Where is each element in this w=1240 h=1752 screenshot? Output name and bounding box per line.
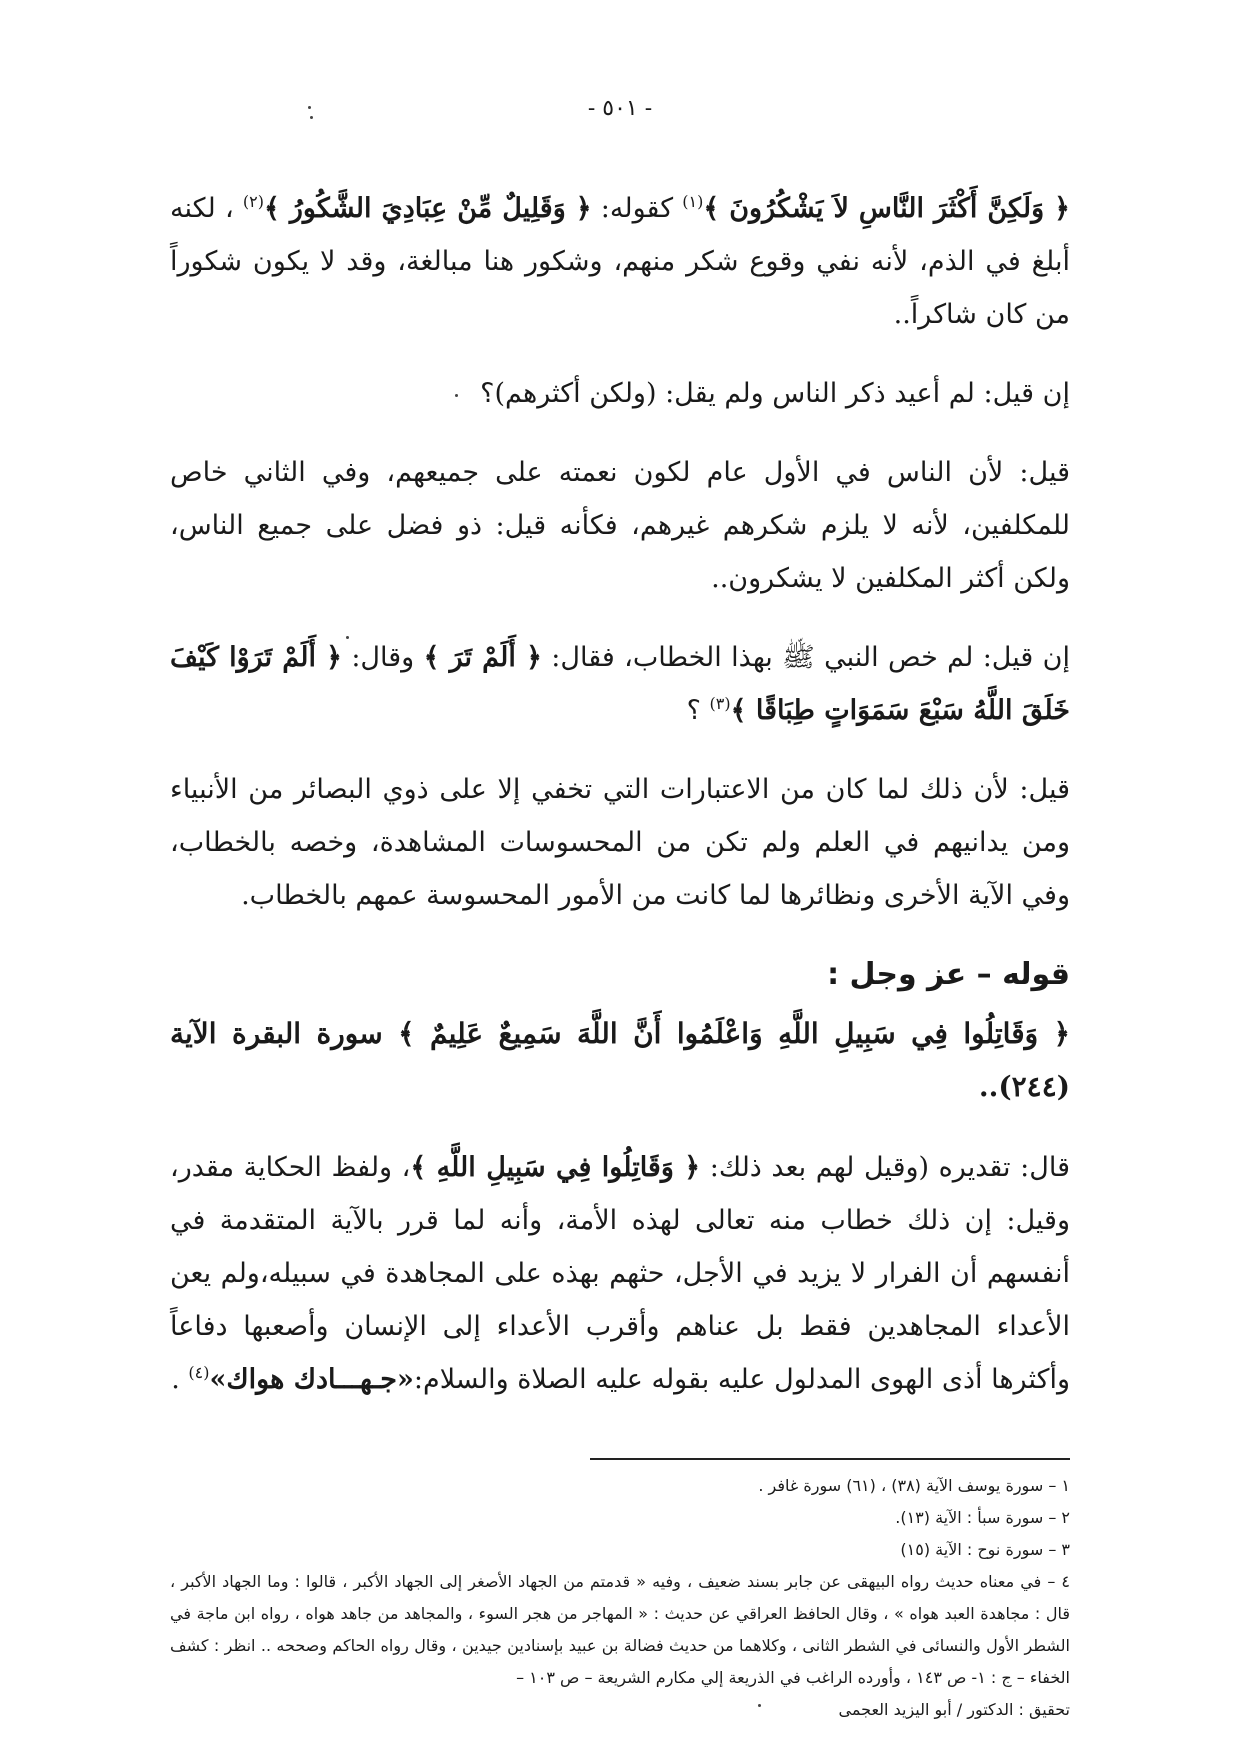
paragraph-1 <box>170 182 1070 341</box>
footnote-ref: (٢) <box>242 192 264 211</box>
paragraph-text: قال: تقديره (وقيل لهم بعد ذلك: <box>700 1152 1070 1183</box>
quran-verse: ﴿ وَقَلِيلٌ مِّنْ عِبَادِيَ الشَّكُورُ ﴾ <box>263 193 592 224</box>
scan-speck <box>346 636 349 639</box>
footnote-credit: تحقيق : الدكتور / أبو اليزيد العجمى <box>838 1700 1070 1719</box>
paragraph-5: قيل: لأن ذلك لما كان من الاعتبارات التي تخفي إلا على ذوي البصائر من الأنبياء ومن يدانيهم في العلم ولم تكن من المحسوسات المشاهدة، وخصه بالخطاب، وفي الآية الأخرى ونظائرها لما كانت من الأمور المحسوسة عمهم بالخطاب. <box>170 774 1070 911</box>
main-text <box>170 182 1070 1406</box>
footnote-3: ٣ – سورة نوح : الآية (١٥) <box>900 1540 1070 1559</box>
paragraph-text: ، لكنه أبلغ في الذم، لأنه نفي وقوع شكر منهم، وشكور هنا مبالغة، وقد لا يكون شكوراً من كان شاكراً.. <box>170 193 1070 330</box>
scan-speck <box>310 116 313 119</box>
quran-verse: ﴿ وَقَاتِلُوا فِي سَبِيلِ اللَّهِ وَاعْلَمُوا أَنَّ اللَّهَ سَمِيعٌ عَلِيمٌ ﴾ <box>398 1017 1070 1050</box>
heading-verse <box>170 1007 1070 1113</box>
scan-speck <box>308 106 311 109</box>
paragraph-2: إن قيل: لم أعيد ذكر الناس ولم يقل: (ولكن أكثرهم)؟ <box>480 378 1070 409</box>
paragraph-text: ؟ <box>686 695 710 726</box>
footnote-ref: (٤) <box>188 1363 210 1382</box>
scan-speck <box>758 1704 761 1707</box>
quran-verse: ﴿ أَلَمْ تَرَ ﴾ <box>423 642 542 673</box>
quran-verse: ﴿ وَقَاتِلُوا فِي سَبِيلِ اللَّهِ ﴾ <box>410 1152 701 1183</box>
verse-reference: سورة البقرة الآية (٢٤٤).. <box>170 1017 1070 1103</box>
hadith-quote: «جـهـــادك هواك» <box>209 1364 414 1395</box>
paragraph-3: قيل: لأن الناس في الأول عام لكون نعمته على جميعهم، وفي الثاني خاص للمكلفين، لأنه لا يلزم شكرهم غيرهم، فكأنه قيل: ذو فضل على جميع الناس، ولكن أكثر المكلفين لا يشكرون.. <box>170 457 1070 594</box>
section-heading: قوله – عز وجل : <box>827 957 1070 992</box>
footnote-4: ٤ – في معناه حديث رواه البيهقى عن جابر بسند ضعيف ، وفيه « قدمتم من الجهاد الأصغر إلى الجهاد الأكبر ، قالوا : وما الجهاد الأكبر ، قال : مجاهدة العبد هواه » ، وقال الحافظ العراقي عن حديث : « المهاجر من هجر السوء ، والمجاهد من جاهد هواه ، رواه ابن ماجة في الشطر الأول والنسائى في الشطر الثانى ، وكلاهما من حديث فضالة بن عبيد بإسنادين جيدين ، وقال رواه الحاكم وصححه .. انظر : كشف الخفاء – ج : ١- ص ١٤٣ ، وأورده الراغب في الذريعة إلي مكارم الشريعة – ص ١٠٣ – <box>170 1572 1070 1687</box>
footnote-2: ٢ – سورة سبأ : الآية (١٣). <box>895 1508 1070 1527</box>
paragraph-text: إن قيل: لم خص النبي ﷺ بهذا الخطاب، فقال: <box>541 642 1070 673</box>
paragraph-4 <box>170 631 1070 737</box>
paragraph-text: وقال: <box>341 642 424 673</box>
paragraph-6 <box>170 1141 1070 1406</box>
scan-speck <box>455 394 458 397</box>
footnote-ref: (٣) <box>709 694 731 713</box>
footnote-ref: (١) <box>682 192 704 211</box>
footnote-1: ١ – سورة يوسف الآية (٣٨) ، (٦١) سورة غافر . <box>758 1476 1070 1495</box>
footnote-separator <box>590 1458 1070 1460</box>
paragraph-text: . <box>171 1364 189 1395</box>
footnotes <box>170 1470 1070 1726</box>
quran-verse: ﴿ وَلَكِنَّ أَكْثَرَ النَّاسِ لاَ يَشْكُرُونَ ﴾ <box>703 193 1070 224</box>
paragraph-text: كقوله: <box>591 193 683 224</box>
page-number: - ٥٠١ - <box>587 96 653 121</box>
paragraph-text: ، ولفظ الحكاية مقدر، وقيل: إن ذلك خطاب منه تعالى لهذه الأمة، وأنه لما قرر بالآية المتقدمة في أنفسهم أن الفرار لا يزيد في الأجل، حثهم بهذه على المجاهدة في سبيله،ولم يعن الأعداء المجاهدين فقط بل عناهم وأقرب الأعداء إلى الإنسان وأصعبها دفاعاً وأكثرها أذى الهوى المدلول عليه بقوله عليه الصلاة والسلام: <box>170 1152 1070 1395</box>
quran-verse: ﴿ أَلَمْ تَرَوْا كَيْفَ خَلَقَ اللَّهُ سَبْعَ سَمَوَاتٍ طِبَاقًا ﴾ <box>170 642 1070 726</box>
